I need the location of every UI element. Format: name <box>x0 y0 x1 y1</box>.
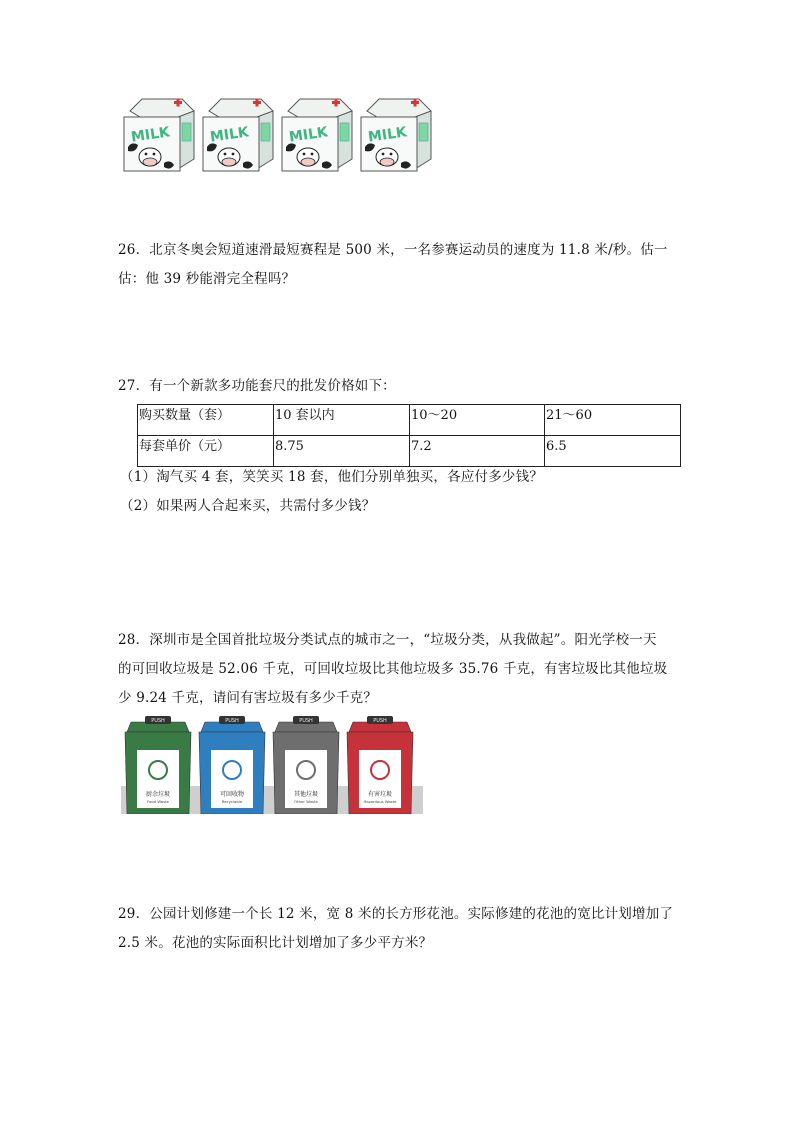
milk-label-text: MILK <box>209 124 250 146</box>
bin-push-text: PUSH <box>151 718 165 724</box>
table-cell: 10～20 <box>410 405 545 436</box>
bin-label-text: 其他垃圾 <box>293 791 319 798</box>
table-cell: 8.75 <box>274 436 410 467</box>
milk-carton <box>203 99 273 172</box>
q27-sub-2: （2）如果两人合起来买，共需付多少钱？ <box>120 498 376 514</box>
bin-label-text: 可回收物 <box>219 791 245 798</box>
q28-line-3: 少 9.24 千克，请问有害垃圾有多少千克？ <box>118 690 378 706</box>
table-row <box>138 436 681 467</box>
table-cell: 购买数量（套） <box>138 405 274 436</box>
price-table <box>137 404 681 467</box>
table-cell: 21～60 <box>545 405 681 436</box>
milk-cartons-image <box>118 95 438 177</box>
bin-label-text: 厨余垃圾 <box>145 791 171 798</box>
waste-bin <box>347 716 413 814</box>
bin-push-text: PUSH <box>225 718 239 724</box>
milk-cartons-illustration <box>118 95 438 177</box>
milk-label-text: MILK <box>288 124 329 146</box>
milk-carton <box>282 99 352 172</box>
question-28 <box>118 626 688 713</box>
q28-line-1: 28．深圳市是全国首批垃圾分类试点的城市之一，“垃圾分类，从我做起”。阳光学校一天 <box>118 632 657 648</box>
table-cell: 每套单价（元） <box>138 436 274 467</box>
waste-bins-illustration <box>121 716 423 814</box>
question-27-intro <box>118 372 688 401</box>
milk-carton <box>361 99 431 172</box>
bin-label-text: 有害垃圾 <box>367 791 393 798</box>
question-27-subparts <box>120 463 690 521</box>
waste-bin <box>273 716 339 814</box>
q26-line-1: 26．北京冬奥会短道速滑最短赛程是 500 米，一名参赛运动员的速度为 11.8 米/秒。估一 <box>118 242 668 258</box>
q27-intro: 27．有一个新款多功能套尺的批发价格如下： <box>118 378 396 394</box>
question-29 <box>118 900 688 958</box>
milk-carton <box>124 99 194 172</box>
waste-bin <box>125 716 191 814</box>
q26-line-2: 估：他 39 秒能滑完全程吗？ <box>118 271 296 287</box>
bin-sub-label-text: Hazardous Waste <box>363 799 397 804</box>
milk-label-text: MILK <box>130 124 171 146</box>
q27-sub-1: （1）淘气买 4 套，笑笑买 18 套，他们分别单独买，各应付多少钱？ <box>120 469 544 485</box>
q29-line-2: 2.5 米。花池的实际面积比计划增加了多少平方米？ <box>118 935 433 951</box>
table-cell: 6.5 <box>545 436 681 467</box>
bin-sub-label-text: Other Waste <box>294 799 318 804</box>
bin-push-text: PUSH <box>373 718 387 724</box>
q29-line-1: 29．公园计划修建一个长 12 米，宽 8 米的长方形花池。实际修建的花池的宽比计划增加了 <box>118 906 674 922</box>
table-cell: 7.2 <box>410 436 545 467</box>
question-26 <box>118 236 688 294</box>
bin-push-text: PUSH <box>299 718 313 724</box>
milk-label-text: MILK <box>367 124 408 146</box>
bin-sub-label-text: Food Waste <box>147 799 169 804</box>
table-row <box>138 405 681 436</box>
bin-sub-label-text: Recyclable <box>221 799 243 804</box>
table-cell: 10 套以内 <box>274 405 410 436</box>
q28-line-2: 的可回收垃圾是 52.06 千克，可回收垃圾比其他垃圾多 35.76 千克，有害垃圾比其他垃圾 <box>118 661 668 677</box>
waste-bin <box>199 716 265 814</box>
waste-bins-image <box>121 716 423 814</box>
